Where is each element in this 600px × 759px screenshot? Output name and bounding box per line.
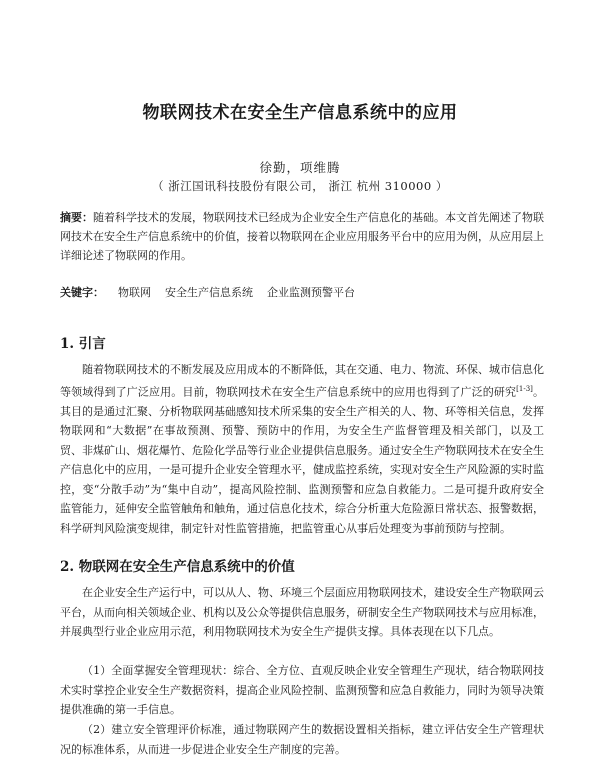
section-2-paragraph-3: （2）建立安全管理评价标准，通过物联网产生的数据设置相关指标，建立评估安全生产管理状况的标准体系，从而进一步促进企业安全生产制度的完善。 — [60, 723, 544, 756]
citation: [1-3] — [516, 384, 533, 393]
paper-title: 物联网技术在安全生产信息系统中的应用 — [142, 103, 458, 123]
section-2-paragraph-1: 在企业安全生产运行中，可以从人、物、环境三个层面应用物联网技术，建设安全生产物联网云平台，从而向相关领域企业、机构以及公众等提供信息服务，研制安全生产物联网技术与应用标准，并展典型行业企业应用示范，利用物联网技术为安全生产提供支撑。具体表现在以下几点。 — [60, 586, 544, 638]
paper-authors: 徐勤，项维腾 — [259, 160, 341, 175]
keywords-label: 关键字： — [60, 286, 104, 299]
abstract — [60, 208, 544, 265]
paper-affiliation: （ 浙江国讯科技股份有限公司， 浙江 杭州 310000 ） — [152, 179, 448, 193]
section-1-text-cont: 。其目的是通过汇聚、分析物联网基础感知技术所采集的安全生产相关的人、物、环等相关信息，发挥物联网和“大数据”在事故预测、预警、预防中的作用，为安全生产监督管理及相关部门，以及工贸、非煤矿山、烟花爆竹、危险化学品等行业企业提供信息服务。通过安全生产物联网技术在安全生产信息化中的应用，一是可提升企业安全管理水平，健成监控系统，实现对安全生产风险源的实时监控，变“分散手动”为“集中自动”，提高风险控制、监测预警和应急自救能力。二是可提升政府安全监管能力，延伸安全监管触角和触角，通过信息化技术，综合分析重大危险源日常状态、报警数据，科学研判风险演变规律，制定针对性监管措施，把监管重心从事后处理变为事前预防与控制。 — [60, 385, 545, 535]
keywords — [60, 283, 544, 302]
keyword: 企业监测预警平台 — [267, 286, 355, 299]
section-1-paragraph — [60, 360, 544, 538]
abstract-label: 摘要： — [60, 211, 93, 224]
keyword: 安全生产信息系统 — [165, 286, 253, 299]
keyword: 物联网 — [118, 286, 151, 299]
section-2-heading: 2. 物联网在安全生产信息系统中的价值 — [60, 559, 295, 575]
section-1-heading: 1. 引言 — [60, 336, 106, 352]
abstract-text: 随着科学技术的发展，物联网技术已经成为企业安全生产信息化的基础。本文首先阐述了物联网技术在安全生产信息系统中的价值，接着以物联网在企业应用服务平台中的应用为例，从应用层上详细论述了物联网的作用。 — [60, 211, 544, 262]
section-2-paragraph-2: （1）全面掌握安全管理现状：综合、全方位、直观反映企业安全管理生产现状，结合物联网技术实时掌控企业安全生产数据资料，提高企业风险控制、监测预警和应急自救能力，同时为领导决策提供准确的第一手信息。 — [60, 664, 544, 716]
section-1-text: 随着物联网技术的不断发展及应用成本的不断降低，其在交通、电力、物流、环保、城市信息化等领域得到了广泛应用。目前，物联网技术在安全生产信息系统中的应用也得到了广泛的研究 — [60, 363, 544, 399]
